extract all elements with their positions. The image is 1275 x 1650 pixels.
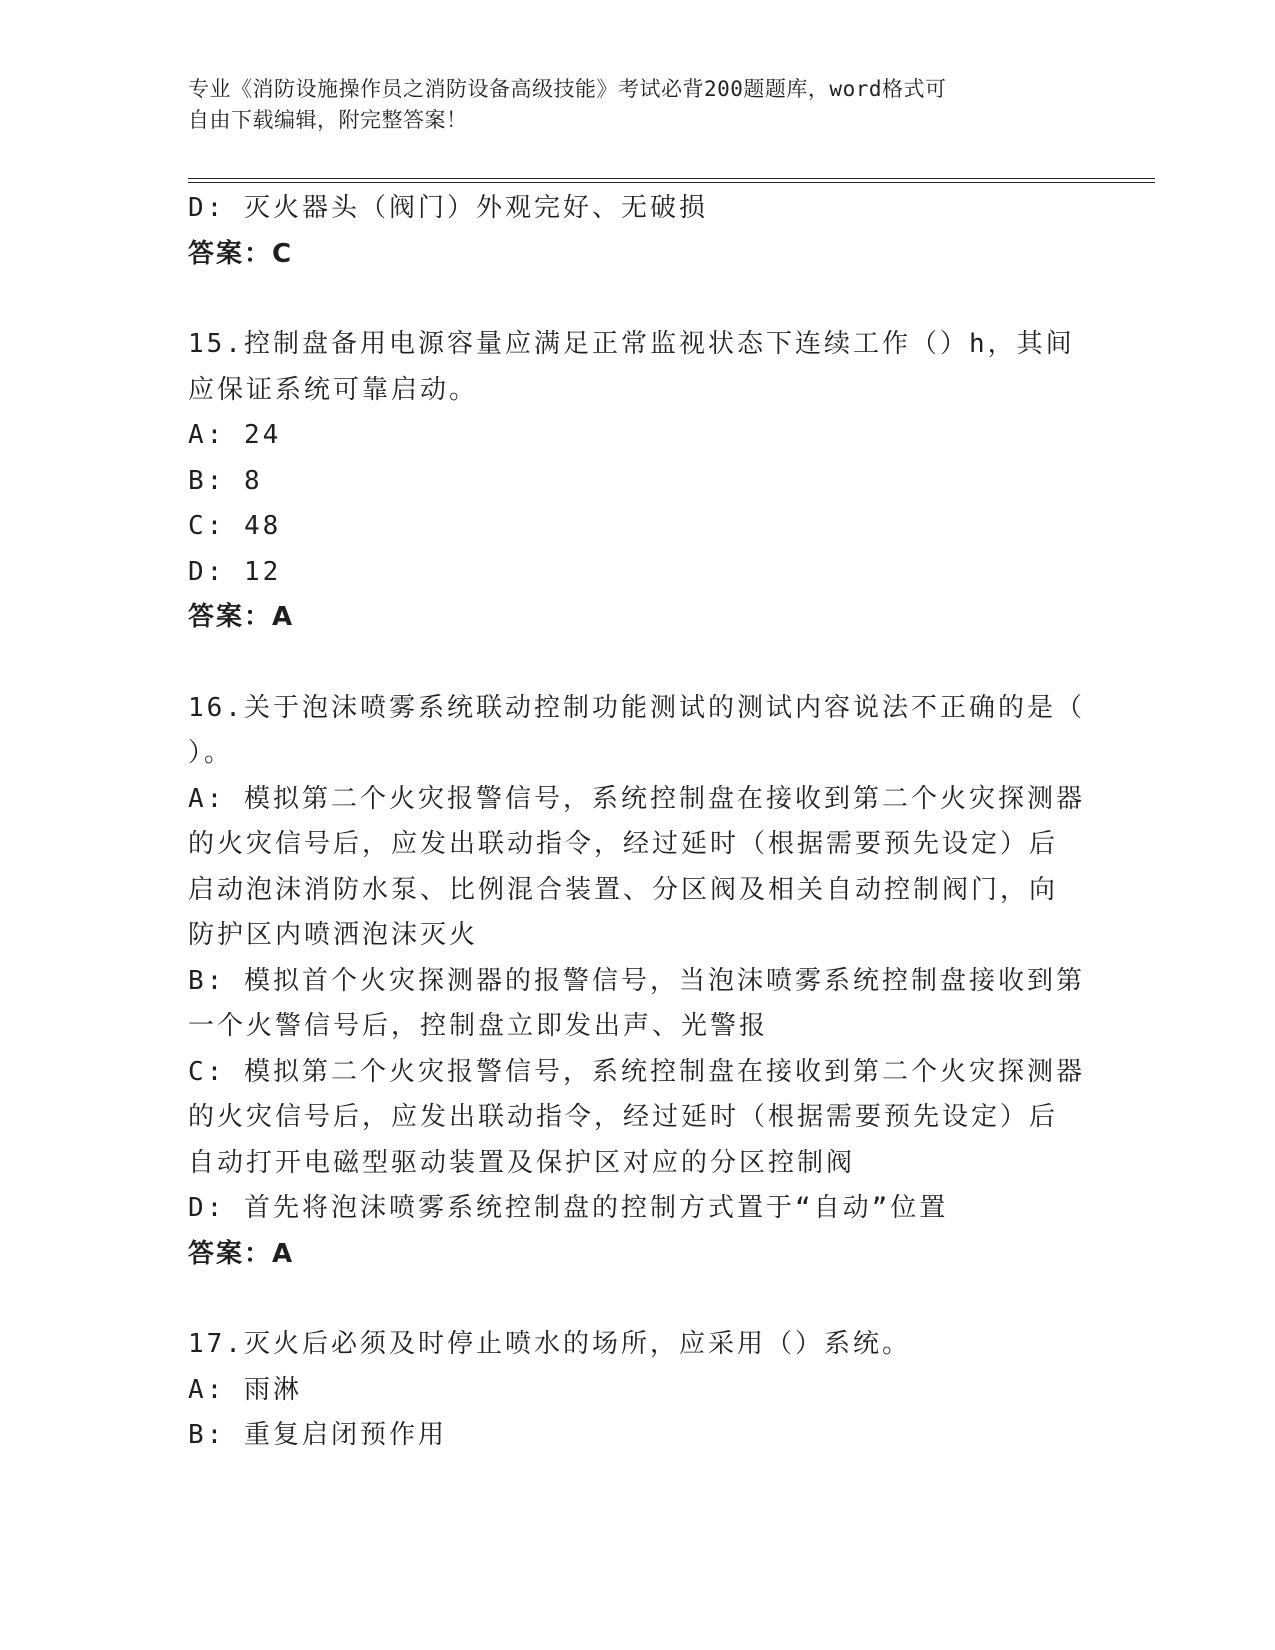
question-text: 17.灭火后必须及时停止喷水的场所，应采用（）系统。: [188, 1329, 911, 1359]
exam-content: [188, 186, 1085, 1459]
option-a-cont: 的火灾信号后，应发出联动指令，经过延时（根据需要预先设定）后: [188, 829, 1059, 859]
option-d: D: 灭火器头（阀门）外观完好、无破损: [188, 193, 708, 223]
option-c: C: 48: [188, 511, 282, 541]
option-a: A: 模拟第二个火灾报警信号，系统控制盘在接收到第二个火灾探测器: [188, 783, 1085, 814]
question-17: [188, 1322, 1078, 1459]
question-15: [188, 322, 1078, 641]
question-text: ）。: [188, 738, 234, 768]
question-text: 16.关于泡沫喷雾系统联动控制功能测试的测试内容说法不正确的是（: [188, 692, 1085, 723]
option-b-cont: 一个火警信号后，控制盘立即发出声、光警报: [188, 1011, 769, 1041]
option-b: B: 8: [188, 465, 263, 496]
question-16: [188, 686, 1085, 1278]
question-text: 15.控制盘备用电源容量应满足正常监视状态下连续工作（）h，其间: [188, 329, 1075, 359]
spacer: [188, 641, 1078, 686]
header-rule-bottom: [188, 182, 1155, 183]
option-a: A: 雨淋: [188, 1374, 302, 1405]
header-rule-top: [188, 178, 1155, 179]
option-c-cont: 自动打开电磁型驱动装置及保护区对应的分区控制阀: [188, 1147, 856, 1178]
option-d: D: 12: [188, 556, 282, 587]
spacer: [188, 1277, 1078, 1322]
spacer: [188, 277, 1078, 322]
answer-line: 答案：A: [188, 602, 295, 632]
option-d: D: 首先将泡沫喷雾系统控制盘的控制方式置于“自动”位置: [188, 1193, 949, 1223]
option-a: A: 24: [188, 420, 282, 450]
option-c-cont: 的火灾信号后，应发出联动指令，经过延时（根据需要预先设定）后: [188, 1102, 1059, 1132]
header-line-1: 专业《消防设施操作员之消防设备高级技能》考试必背200题题库，word格式可: [188, 77, 947, 101]
page-header: [188, 74, 1088, 136]
option-b: B: 重复启闭预作用: [188, 1420, 447, 1450]
header-line-2: 自由下载编辑，附完整答案！: [188, 108, 468, 132]
option-a-cont: 防护区内喷洒泡沫灭火: [188, 920, 479, 950]
question-text: 应保证系统可靠启动。: [188, 374, 479, 405]
answer-line: 答案：C: [188, 238, 294, 269]
question-prev: [188, 186, 1078, 277]
option-b: B: 模拟首个火灾探测器的报警信号，当泡沫喷雾系统控制盘接收到第: [188, 965, 1085, 996]
option-c: C: 模拟第二个火灾报警信号，系统控制盘在接收到第二个火灾探测器: [188, 1056, 1085, 1087]
answer-line: 答案：A: [188, 1238, 295, 1269]
option-a-cont: 启动泡沫消防水泵、比例混合装置、分区阀及相关自动控制阀门，向: [188, 874, 1059, 905]
